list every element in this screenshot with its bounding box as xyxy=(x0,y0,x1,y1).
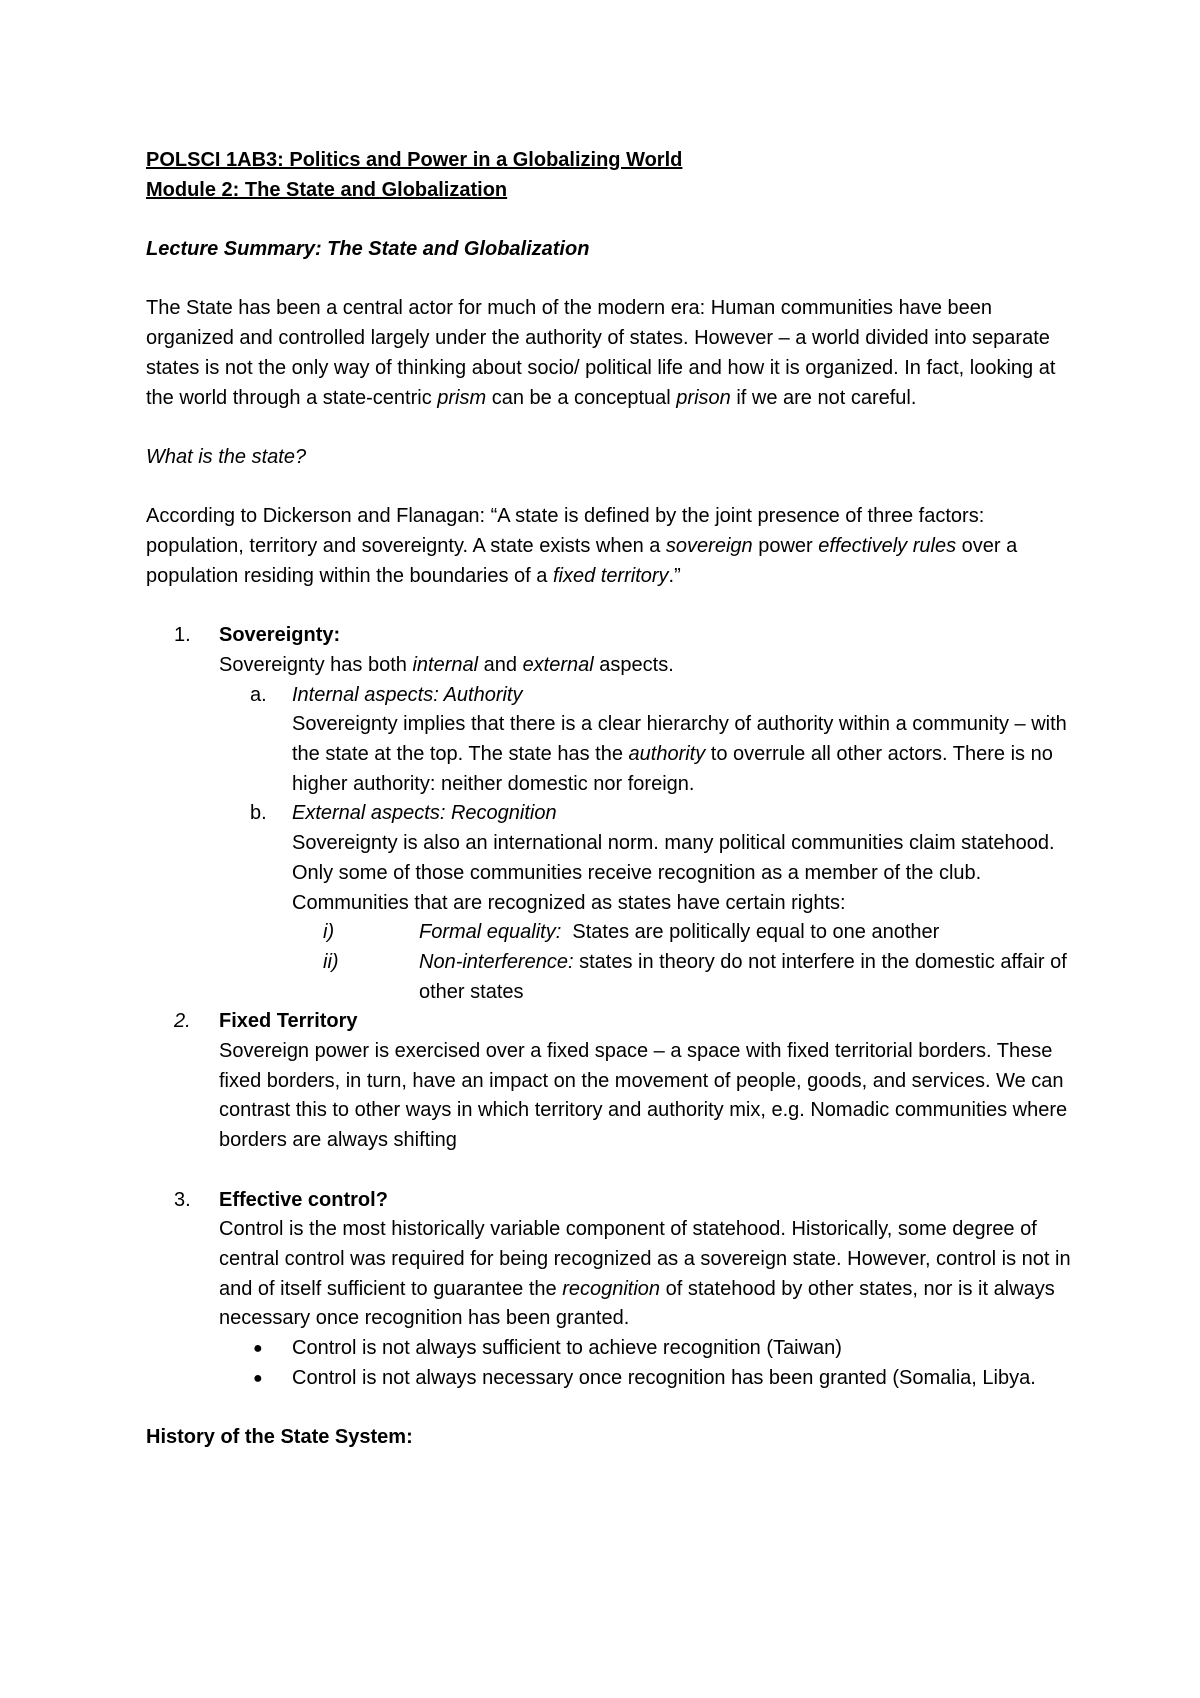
bullet-icon: ● xyxy=(253,1340,263,1358)
lecture-summary-heading: Lecture Summary: The State and Globalization xyxy=(146,238,590,261)
list-item-effective-control xyxy=(146,1186,1076,1335)
list-number: 1. xyxy=(174,624,191,647)
external-aspects-text: Sovereignty is also an international norm. many political communities claim statehood. Only some of those communities receive recognition as a member of the club. Communities that are recognized as states have certain rights: xyxy=(292,832,1055,914)
bullet-text: Control is not always sufficient to achieve recognition (Taiwan) xyxy=(292,1337,842,1360)
list-item-internal-aspects xyxy=(146,681,1076,800)
list-item-bullet xyxy=(146,1334,1076,1364)
question-heading: What is the state? xyxy=(146,445,307,468)
list-number: 3. xyxy=(174,1188,191,1211)
effective-control-text: Control is the most historically variable component of statehood. Historically, some degree of central control was required for being recognized as a sovereign state. However, control is not in and of itself sufficient to guarantee the recognition of statehood by other states, nor is it always necessary once recognition has been granted. xyxy=(219,1218,1071,1330)
formal-equality-text: Formal equality: States are politically equal to one another xyxy=(419,921,940,944)
sovereignty-text: Sovereignty has both internal and external aspects. xyxy=(219,653,674,676)
list-roman: ii) xyxy=(323,950,339,973)
fixed-territory-heading: Fixed Territory xyxy=(219,1010,358,1033)
intro-paragraph: The State has been a central actor for much of the modern era: Human communities have been organized and controlled largely under the authority of states. However – a world divided into separate states is not the only way of thinking about socio/ political life and how it is organized. In fact, looking at the world through a state-centric prism can be a conceptual prison if we are not careful. xyxy=(146,297,1056,409)
definition-paragraph: According to Dickerson and Flanagan: “A state is defined by the joint presence of three factors: population, territory and sovereignty. A state exists when a sovereign power effectively rules over a population residing within the boundaries of a fixed territory.” xyxy=(146,505,1018,587)
list-letter: b. xyxy=(250,802,267,825)
module-title: Module 2: The State and Globalization xyxy=(146,178,508,201)
external-aspects-heading: External aspects: Recognition xyxy=(292,802,557,825)
history-heading: History of the State System: xyxy=(146,1426,413,1449)
list-item-sovereignty xyxy=(146,621,1076,680)
bullet-text: Control is not always necessary once recognition has been granted (Somalia, Libya. xyxy=(292,1366,1036,1389)
list-item-non-interference xyxy=(146,948,1076,1007)
list-roman: i) xyxy=(323,921,335,944)
non-interference-text: Non-interference: states in theory do not interfere in the domestic affair of other states xyxy=(419,950,1067,1003)
internal-aspects-text: Sovereignty implies that there is a clear hierarchy of authority within a community – with the state at the top. The state has the authority to overrule all other actors. There is no higher authority: neither domestic nor foreign. xyxy=(292,713,1067,795)
internal-aspects-heading: Internal aspects: Authority xyxy=(292,683,523,706)
sovereignty-heading: Sovereignty: xyxy=(219,624,341,647)
fixed-territory-text: Sovereign power is exercised over a fixed space – a space with fixed territorial borders. These fixed borders, in turn, have an impact on the movement of people, goods, and services. We can contrast this to other ways in which territory and authority mix, e.g. Nomadic communities where borders are always shifting xyxy=(219,1040,1068,1152)
course-title: POLSCI 1AB3: Politics and Power in a Globalizing World xyxy=(146,149,683,171)
list-number: 2. xyxy=(174,1010,191,1033)
list-item-fixed-territory xyxy=(146,1007,1076,1156)
list-item-formal-equality xyxy=(146,918,1076,948)
bullet-icon: ● xyxy=(253,1369,263,1387)
effective-control-heading: Effective control? xyxy=(219,1188,388,1211)
list-item-bullet xyxy=(146,1364,1076,1394)
document-body xyxy=(146,146,1076,1453)
list-item-external-aspects xyxy=(146,799,1076,918)
list-letter: a. xyxy=(250,683,267,706)
